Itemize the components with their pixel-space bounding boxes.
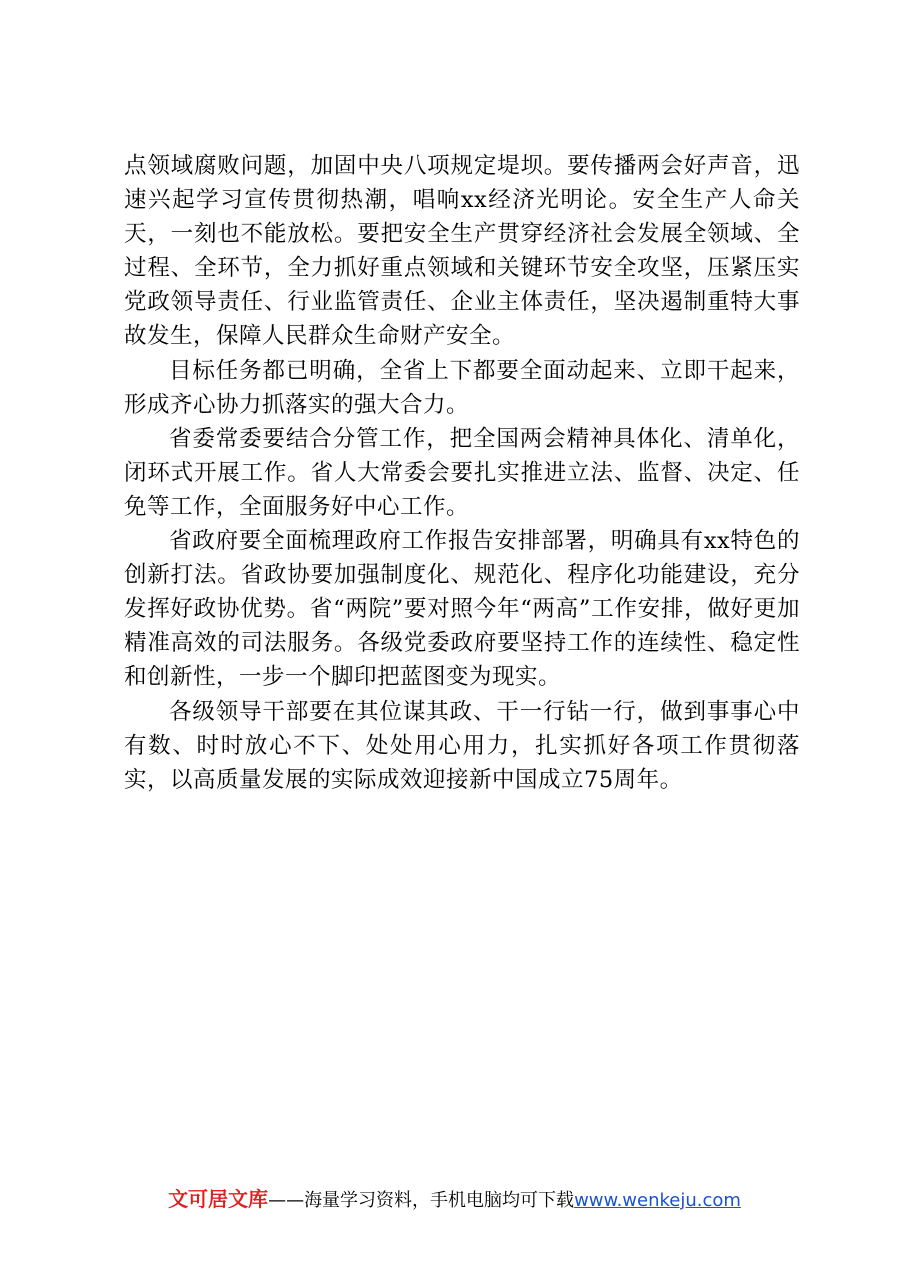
paragraph: 目标任务都已明确，全省上下都要全面动起来、立即干起来，形成齐心协力抓落实的强大合力。 [124,357,800,418]
footer-website-link[interactable]: www.wenkeju.com [574,1190,741,1211]
paragraph: 点领域腐败问题，加固中央八项规定堤坝。要传播两会好声音，迅速兴起学习宣传贯彻热潮，唱响xx经济光明论。安全生产人命关天，一刻也不能放松。要把安全生产贯穿经济社会发展全领域、全过程、全环节，全力抓好重点领域和关键环节安全攻坚，压紧压实党政领导责任、行业监管责任、企业主体责任，坚决遏制重特大事故发生，保障人民群众生命财产安全。 [124,153,800,350]
paragraph: 省政府要全面梳理政府工作报告安排部署，明确具有xx特色的创新打法。省政协要加强制度化、规范化、程序化功能建设，充分发挥好政协优势。省“两院”要对照今年“两高”工作安排，做好更加精准高效的司法服务。各级党委政府要坚持工作的连续性、稳定性和创新性，一步一个脚印把蓝图变为现实。 [124,528,800,691]
paragraph: 省委常委要结合分管工作，把全国两会精神具体化、清单化，闭环式开展工作。省人大常委会要扎实推进立法、监督、决定、任免等工作，全面服务好中心工作。 [124,425,800,520]
footer-brand: 文可居文库 [168,1187,269,1211]
page-footer [0,1183,909,1212]
paragraph: 各级领导干部要在其位谋其政、干一行钻一行，做到事事心中有数、时时放心不下、处处用心用力，扎实抓好各项工作贯彻落实，以高质量发展的实际成效迎接新中国成立75周年。 [124,698,800,793]
document-body [124,149,800,797]
footer-tagline: ——海量学习资料，手机电脑均可下载 [268,1190,575,1211]
